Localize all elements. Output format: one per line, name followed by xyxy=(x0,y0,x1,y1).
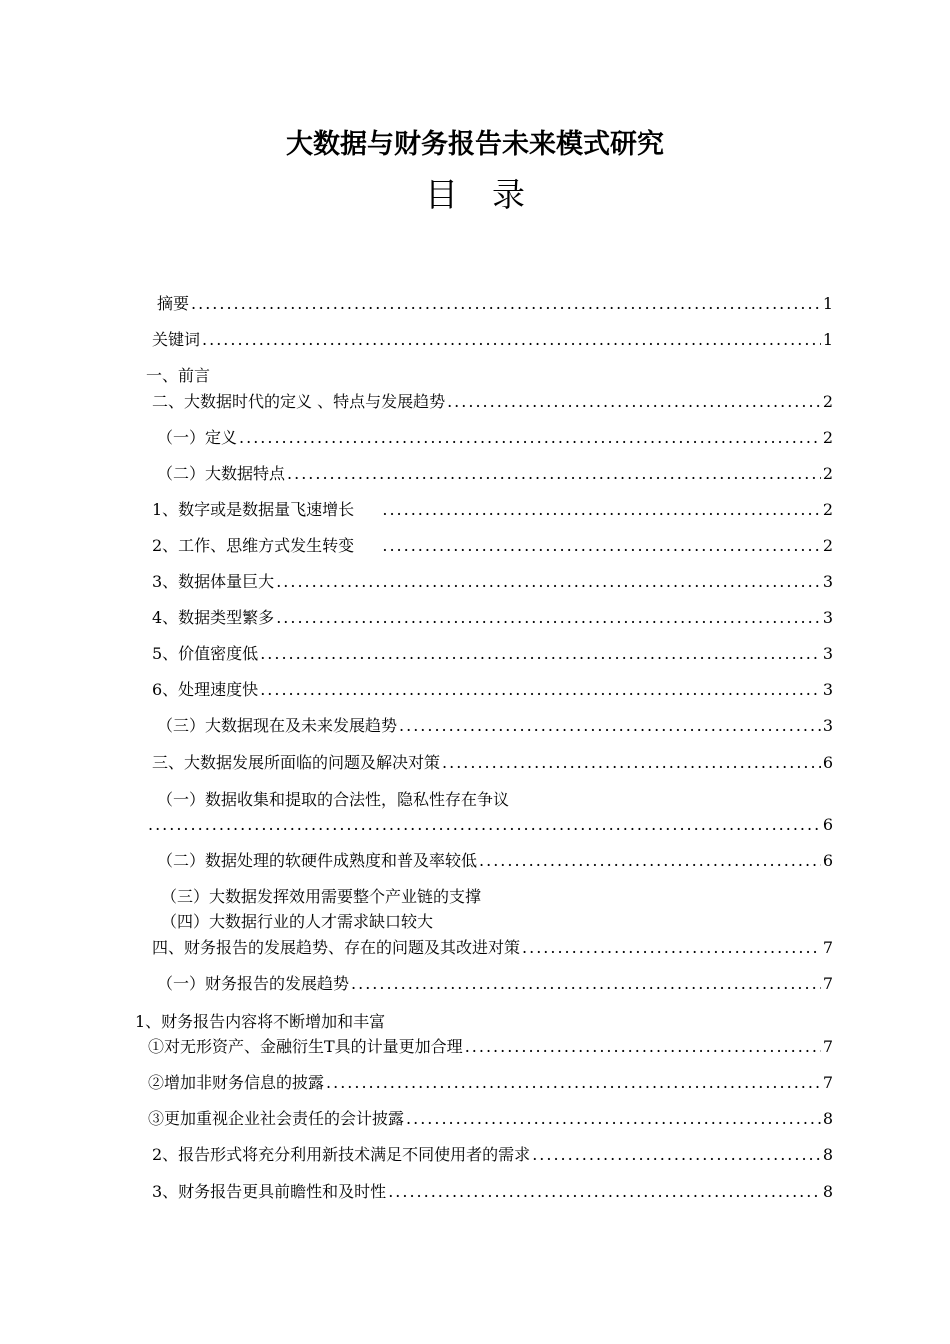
toc-entry-label: 三、大数据发展所面临的问题及解决对策 xyxy=(152,753,441,772)
toc-leader-dots xyxy=(382,498,820,522)
toc-leader-dots xyxy=(447,390,821,414)
toc-entry-page: 2 xyxy=(822,428,833,447)
toc-leader-dots xyxy=(260,678,821,702)
toc-entry-page: 2 xyxy=(822,536,833,555)
toc-leader-dots xyxy=(148,813,821,837)
toc-entry-2-3[interactable] xyxy=(157,714,833,738)
toc-leader-dots xyxy=(479,849,821,873)
toc-entry-label: ②增加非财务信息的披露 xyxy=(148,1073,325,1092)
toc-heading: 目录 xyxy=(425,175,559,214)
toc-entry-page: 7 xyxy=(822,1037,833,1056)
toc-entry-label: 1、数字或是数据量飞速增长 xyxy=(152,500,365,519)
toc-leader-dots xyxy=(326,1071,821,1095)
toc-entry-label: （一）定义 xyxy=(157,428,238,447)
toc-entry-page: 3 xyxy=(822,572,833,591)
toc-entry-2-2-2[interactable] xyxy=(152,534,833,558)
toc-entry-page: 3 xyxy=(822,644,833,663)
toc-entry-4-1-1-b[interactable] xyxy=(148,1071,833,1095)
toc-entry-page: 6 xyxy=(822,815,833,834)
toc-entry-label: 3、数据体量巨大 xyxy=(152,572,275,591)
toc-entry-3-3[interactable]: （三）大数据发挥效用需要整个产业链的支撑 xyxy=(161,887,482,906)
toc-entry-page: 3 xyxy=(822,608,833,627)
toc-leader-dots xyxy=(382,534,820,558)
document-title: 大数据与财务报告未来模式研究 xyxy=(286,129,664,160)
toc-entry-label: ③更加重视企业社会责任的会计披露 xyxy=(148,1109,405,1128)
toc-entry-4-1-1-a[interactable] xyxy=(148,1035,833,1059)
toc-entry-label: （二）大数据特点 xyxy=(157,464,286,483)
toc-leader-dots xyxy=(239,426,821,450)
toc-entry-label: 6、处理速度快 xyxy=(152,680,259,699)
toc-leader-dots xyxy=(465,1035,821,1059)
toc-entry-3-1-continuation[interactable] xyxy=(148,813,833,837)
toc-leader-dots xyxy=(260,642,821,666)
toc-entry-label: 4、数据类型繁多 xyxy=(152,608,275,627)
toc-entry-page: 7 xyxy=(822,938,833,957)
toc-entry-3-4[interactable]: （四）大数据行业的人才需求缺口较大 xyxy=(161,912,434,931)
toc-entry-4-1-3[interactable] xyxy=(152,1180,833,1204)
toc-leader-dots xyxy=(276,570,821,594)
toc-leader-dots xyxy=(442,751,821,775)
toc-entry-keywords[interactable] xyxy=(152,328,833,352)
toc-entry-label: （二）数据处理的软硬件成熟度和普及率较低 xyxy=(157,851,478,870)
toc-entry-label: （三）大数据现在及未来发展趋势 xyxy=(157,716,398,735)
toc-entry-page: 3 xyxy=(822,680,833,699)
toc-entry-page: 8 xyxy=(822,1182,833,1201)
toc-entry-page: 7 xyxy=(822,974,833,993)
toc-entry-label: 二、大数据时代的定义 、特点与发展趋势 xyxy=(152,392,446,411)
toc-entry-page: 3 xyxy=(822,716,833,735)
toc-leader-dots xyxy=(522,936,821,960)
toc-entry-page: 8 xyxy=(822,1145,833,1164)
toc-entry-page: 7 xyxy=(822,1073,833,1092)
toc-leader-dots xyxy=(351,972,821,996)
toc-entry-preface[interactable]: 一、前言 xyxy=(146,366,211,385)
toc-entry-abstract[interactable] xyxy=(157,292,833,316)
toc-entry-3-1[interactable]: （一）数据收集和提取的合法性，隐私性存在争议 xyxy=(157,790,510,809)
toc-leader-dots xyxy=(406,1107,821,1131)
toc-leader-dots xyxy=(276,606,821,630)
toc-entry-4-1[interactable] xyxy=(157,972,833,996)
toc-entry-page: 1 xyxy=(822,330,833,349)
toc-entry-label: ①对无形资产、金融衍生T具的计量更加合理 xyxy=(148,1037,463,1056)
toc-entry-2-2-1[interactable] xyxy=(152,498,833,522)
toc-entry-page: 2 xyxy=(822,464,833,483)
toc-entry-label: 摘要 xyxy=(157,294,190,313)
toc-entry-page: 2 xyxy=(822,500,833,519)
toc-leader-dots xyxy=(202,328,821,352)
toc-entry-label: （一）财务报告的发展趋势 xyxy=(157,974,350,993)
toc-entry-section-3[interactable] xyxy=(152,751,833,775)
toc-entry-label: 2、报告形式将充分利用新技术满足不同使用者的需求 xyxy=(152,1145,531,1164)
toc-entry-label: 2、工作、思维方式发生转变 xyxy=(152,536,365,555)
toc-entry-page: 8 xyxy=(822,1109,833,1128)
toc-entry-page: 2 xyxy=(822,392,833,411)
toc-entry-2-2[interactable] xyxy=(157,462,833,486)
toc-entry-section-2[interactable] xyxy=(152,390,833,414)
toc-leader-dots xyxy=(191,292,821,316)
toc-entry-section-4[interactable] xyxy=(152,936,833,960)
toc-entry-label: 3、财务报告更具前瞻性和及时性 xyxy=(152,1182,387,1201)
toc-entry-page: 1 xyxy=(822,294,833,313)
toc-entry-2-2-3[interactable] xyxy=(152,570,833,594)
toc-entry-label: 四、财务报告的发展趋势、存在的问题及其改进对策 xyxy=(152,938,521,957)
toc-entry-2-2-4[interactable] xyxy=(152,606,833,630)
toc-entry-2-1[interactable] xyxy=(157,426,833,450)
toc-entry-2-2-5[interactable] xyxy=(152,642,833,666)
toc-entry-3-2[interactable] xyxy=(157,849,833,873)
toc-entry-page: 6 xyxy=(822,753,833,772)
toc-entry-2-2-6[interactable] xyxy=(152,678,833,702)
toc-leader-dots xyxy=(532,1143,821,1167)
toc-entry-label: 关键词 xyxy=(152,330,201,349)
toc-entry-4-1-1[interactable]: 1、财务报告内容将不断增加和丰富 xyxy=(135,1012,386,1031)
toc-entry-page: 6 xyxy=(822,851,833,870)
toc-leader-dots xyxy=(388,1180,821,1204)
toc-entry-label: 5、价值密度低 xyxy=(152,644,259,663)
toc-entry-4-1-2[interactable] xyxy=(152,1143,833,1167)
toc-leader-dots xyxy=(287,462,821,486)
toc-leader-dots xyxy=(399,714,821,738)
toc-entry-4-1-1-c[interactable] xyxy=(148,1107,833,1131)
